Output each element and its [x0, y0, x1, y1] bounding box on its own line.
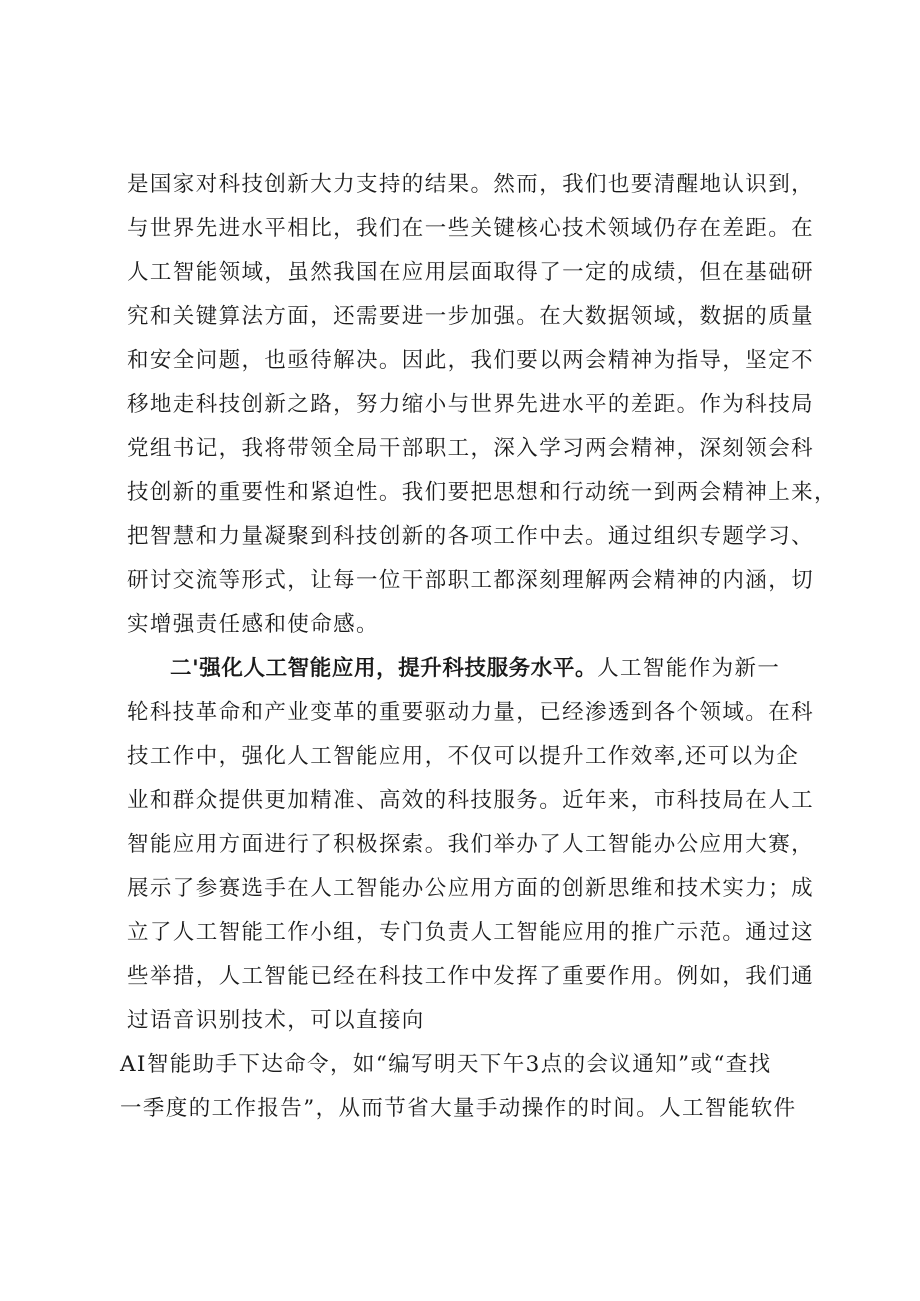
body-text-line: 究和关键算法方面，还需要进一步加强。在大数据领域，数据的质量 [127, 304, 815, 329]
body-text-line: 过语音识别技术，可以直接向 [127, 1008, 425, 1033]
body-text-line: 立了人工智能工作小组，专门负责人工智能应用的推广示范。通过这 [127, 920, 815, 945]
body-text-line: 是国家对科技创新大力支持的结果。然而，我们也要清醒地认识到， [127, 172, 815, 197]
body-text-line: 一季度的工作报告”，从而节省大量手动操作的时间。人工智能软件 [120, 1096, 797, 1121]
body-text-line: AI智能助手下达命令，如“编写明天下午3点的会议通知”或“查找 [120, 1052, 772, 1077]
section-2-first-text: 人工智能作为新一 [597, 656, 781, 681]
body-text-line: 实增强责任感和使命感。 [127, 612, 379, 637]
body-text-line: 党组书记，我将带领全局干部职工，深入学习两会精神，深刻领会科 [127, 436, 815, 461]
body-text-line: 和安全问题，也亟待解决。因此，我们要以两会精神为指导，坚定不 [127, 348, 815, 373]
section-2-first-line [170, 655, 780, 683]
body-text-line: 技工作中，强化人工智能应用，不仅可以提升工作效率,还可以为企 [127, 744, 800, 769]
body-text-line: 业和群众提供更加精准、高效的科技服务。近年来，市科技局在人工 [127, 788, 815, 813]
body-text-line: 把智慧和力量凝聚到科技创新的各项工作中去。通过组织专题学习、 [127, 524, 815, 549]
body-text-line: 轮科技革命和产业变革的重要驱动力量，已经渗透到各个领域。在科 [127, 700, 815, 725]
body-text-line: 移地走科技创新之路，努力缩小与世界先进水平的差距。作为科技局 [127, 392, 815, 417]
body-text-line: 人工智能领域，虽然我国在应用层面取得了一定的成绩，但在基础研 [127, 260, 815, 285]
body-text-line: 技创新的重要性和紧迫性。我们要把思想和行动统一到两会精神上来， [127, 480, 837, 505]
section-2-heading: 二'强化人工智能应用，提升科技服务水平。 [170, 656, 598, 681]
body-text-line: 智能应用方面进行了积极探索。我们举办了人工智能办公应用大赛， [127, 832, 815, 857]
body-text-line: 展示了参赛选手在人工智能办公应用方面的创新思维和技术实力；成 [127, 876, 815, 901]
body-text-line: 些举措，人工智能已经在科技工作中发挥了重要作用。例如，我们通 [127, 964, 815, 989]
body-text-line: 与世界先进水平相比，我们在一些关键核心技术领域仍存在差距。在 [127, 216, 815, 241]
body-text-line: 研讨交流等形式，让每一位干部职工都深刻理解两会精神的内涵，切 [127, 568, 815, 593]
